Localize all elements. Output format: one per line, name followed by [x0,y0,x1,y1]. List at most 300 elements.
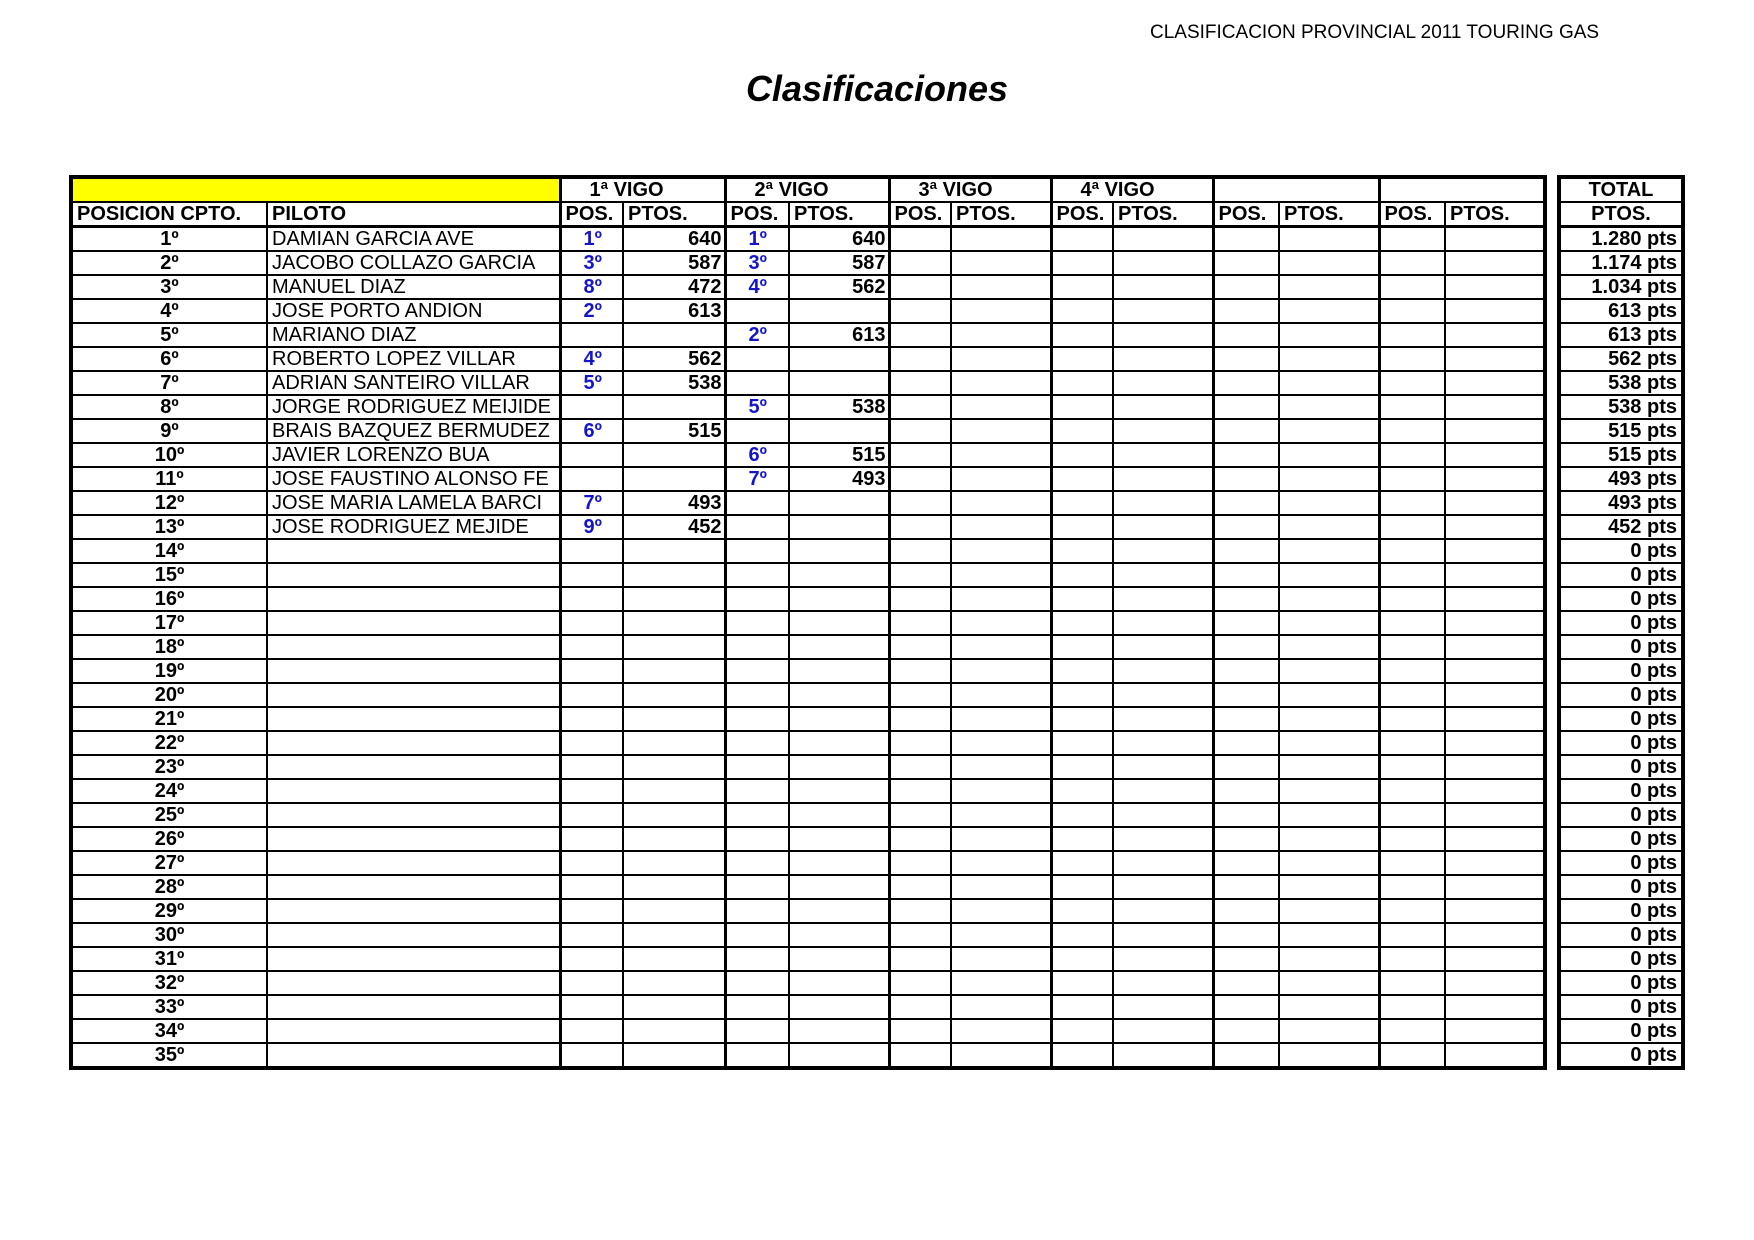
pilot-name-cell [267,803,560,827]
position-cell: 4º [71,299,267,323]
race-pos-cell [725,947,789,971]
race-pts-cell [1113,419,1213,443]
total-cell: 1.280 pts [1559,227,1683,252]
race-pos-cell [1213,323,1279,347]
col-header-pos: POS. [1051,202,1113,227]
race-pos-cell [560,995,623,1019]
total-cell: 515 pts [1559,419,1683,443]
position-cell: 9º [71,419,267,443]
race-pts-cell [1279,923,1379,947]
total-cell: 0 pts [1559,923,1683,947]
total-row [1559,611,1683,635]
race-pos-cell [1051,827,1113,851]
race-pos-cell [1213,515,1279,539]
race-pts-cell [1279,467,1379,491]
total-cell: 0 pts [1559,947,1683,971]
race-pts-cell [623,683,725,707]
race-pos-cell [725,659,789,683]
pilot-name-cell [267,995,560,1019]
pilot-name-cell [267,731,560,755]
race-pts-cell: 613 [789,323,889,347]
total-cell: 0 pts [1559,779,1683,803]
total-row [1559,275,1683,299]
race-pts-cell [789,539,889,563]
race-pos-cell [1213,227,1279,252]
race-pts-cell [1445,299,1545,323]
race-pos-cell [560,683,623,707]
race-pos-cell [889,755,951,779]
race-pts-cell [1113,323,1213,347]
race-pos-cell [1379,611,1445,635]
race-pos-cell [1379,683,1445,707]
pilot-name-cell: JAVIER LORENZO BUA [267,443,560,467]
race-pos-cell [889,443,951,467]
position-cell: 11º [71,467,267,491]
race-pts-cell [951,827,1051,851]
header-banner [71,177,560,202]
race-pos-cell [889,947,951,971]
table-row [71,731,1545,755]
race-pos-cell [1213,755,1279,779]
race-pts-cell [789,923,889,947]
race-pos-cell [725,995,789,1019]
race-pos-cell [725,683,789,707]
race-pos-cell: 3º [560,251,623,275]
race-pts-cell [1113,899,1213,923]
race-pts-cell [1279,731,1379,755]
race-pts-cell [1113,659,1213,683]
race-pts-cell [623,779,725,803]
position-cell: 13º [71,515,267,539]
race-pts-cell [951,1019,1051,1043]
position-cell: 34º [71,1019,267,1043]
race-pos-cell [889,227,951,252]
position-cell: 21º [71,707,267,731]
position-cell: 31º [71,947,267,971]
total-subheader: PTOS. [1559,202,1683,227]
race-pts-cell [789,299,889,323]
race-pts-cell [1445,611,1545,635]
race-pts-cell [1113,611,1213,635]
pilot-name-cell [267,755,560,779]
race-pts-cell [1279,635,1379,659]
pilot-name-cell [267,539,560,563]
race-pos-cell [1051,779,1113,803]
race-pos-cell [889,635,951,659]
col-header-pilot: PILOTO [267,202,560,227]
race-pts-cell [623,587,725,611]
race-pts-cell [1279,827,1379,851]
pilot-name-cell [267,851,560,875]
race-pos-cell [1213,947,1279,971]
race-pts-cell [623,731,725,755]
race-pts-cell [951,899,1051,923]
pilot-name-cell [267,947,560,971]
total-cell: 0 pts [1559,827,1683,851]
race-pos-cell [1051,659,1113,683]
race-pts-cell [623,899,725,923]
race-pts-cell [1279,491,1379,515]
race-pts-cell [789,587,889,611]
total-row [1559,515,1683,539]
total-row [1559,923,1683,947]
race-pts-cell [789,419,889,443]
race-pos-cell [1051,995,1113,1019]
race-pts-cell [951,1043,1051,1068]
race-pts-cell [623,611,725,635]
race-pts-cell [951,707,1051,731]
total-row [1559,563,1683,587]
race-pts-cell [1445,731,1545,755]
race-pos-cell [725,971,789,995]
table-row [71,587,1545,611]
race-pts-cell [951,947,1051,971]
race-pts-cell [623,1019,725,1043]
race-pos-cell [1213,779,1279,803]
table-row [71,563,1545,587]
race-pos-cell [1051,563,1113,587]
race-pos-cell [1379,467,1445,491]
race-pts-cell [1279,347,1379,371]
race-pos-cell [889,659,951,683]
race-header [1379,177,1545,202]
race-pos-cell [1051,707,1113,731]
race-pts-cell [951,275,1051,299]
col-header-pts: PTOS. [623,202,725,227]
total-cell: 0 pts [1559,1019,1683,1043]
race-pos-cell [1379,587,1445,611]
race-pos-cell [1379,323,1445,347]
race-pos-cell [1213,851,1279,875]
col-header-pts: PTOS. [1445,202,1545,227]
race-pos-cell [1379,251,1445,275]
race-pts-cell [951,683,1051,707]
race-pos-cell [1051,275,1113,299]
race-header: 4ª VIGO [1051,177,1213,202]
total-row [1559,419,1683,443]
race-pts-cell [1279,251,1379,275]
race-pos-cell [560,443,623,467]
race-pos-cell [725,851,789,875]
race-pos-cell [889,299,951,323]
race-pts-cell [623,923,725,947]
race-pts-cell [1113,227,1213,252]
race-pts-cell [623,947,725,971]
race-pts-cell [1445,395,1545,419]
race-pts-cell [1445,899,1545,923]
race-pos-cell [889,995,951,1019]
position-cell: 27º [71,851,267,875]
race-pos-cell [725,707,789,731]
race-pos-cell: 4º [560,347,623,371]
race-pts-cell [951,419,1051,443]
pilot-name-cell: JOSE MARIA LAMELA BARCI [267,491,560,515]
col-header-pts: PTOS. [951,202,1051,227]
race-pos-cell [725,731,789,755]
total-cell: 562 pts [1559,347,1683,371]
total-row [1559,467,1683,491]
race-pos-cell [560,923,623,947]
race-pos-cell [889,563,951,587]
race-pts-cell [1279,875,1379,899]
table-row [71,1043,1545,1068]
race-pos-cell [1213,587,1279,611]
race-pts-cell [789,971,889,995]
race-pts-cell [1279,587,1379,611]
race-pos-cell [1213,923,1279,947]
race-pos-cell [560,1043,623,1068]
race-pos-cell [725,803,789,827]
table-row [71,299,1545,323]
race-pts-cell [789,371,889,395]
position-cell: 30º [71,923,267,947]
position-cell: 18º [71,635,267,659]
table-row [71,923,1545,947]
total-row [1559,659,1683,683]
race-pts-cell [1113,803,1213,827]
col-header-pos: POS. [560,202,623,227]
total-cell: 1.174 pts [1559,251,1683,275]
race-pts-cell [1279,995,1379,1019]
race-pts-cell [1113,443,1213,467]
race-pos-cell [889,539,951,563]
race-pts-cell [789,731,889,755]
race-pos-cell [889,587,951,611]
race-pts-cell [1113,755,1213,779]
document-header: CLASIFICACION PROVINCIAL 2011 TOURING GAS [1150,22,1600,43]
race-pos-cell [725,827,789,851]
race-pts-cell [951,659,1051,683]
race-pts-cell [789,1019,889,1043]
race-pos-cell [560,779,623,803]
page-title: Clasificaciones [745,68,1009,109]
table-row [71,683,1545,707]
race-pts-cell [1445,683,1545,707]
race-pos-cell [725,587,789,611]
position-cell: 1º [71,227,267,252]
race-pts-cell [1445,995,1545,1019]
race-pos-cell: 6º [725,443,789,467]
race-pos-cell [1213,899,1279,923]
total-row [1559,827,1683,851]
position-cell: 14º [71,539,267,563]
race-pts-cell [1445,347,1545,371]
race-pos-cell [1379,299,1445,323]
race-pos-cell [1051,947,1113,971]
position-cell: 17º [71,611,267,635]
race-pos-cell [889,851,951,875]
table-row [71,635,1545,659]
race-pos-cell [1051,899,1113,923]
race-pts-cell [623,851,725,875]
race-pos-cell: 3º [725,251,789,275]
total-cell: 0 pts [1559,731,1683,755]
race-pos-cell [889,395,951,419]
race-pos-cell: 5º [725,395,789,419]
race-pts-cell [1279,323,1379,347]
race-pts-cell [1279,755,1379,779]
race-pos-cell [1213,803,1279,827]
race-pts-cell [1279,515,1379,539]
race-pos-cell [1051,347,1113,371]
race-pts-cell [1445,851,1545,875]
race-pts-cell [1279,851,1379,875]
race-pts-cell [1279,563,1379,587]
table-row [71,347,1545,371]
race-pos-cell [1213,539,1279,563]
race-pos-cell [1379,227,1445,252]
total-row [1559,635,1683,659]
table-row [71,971,1545,995]
race-pos-cell: 1º [560,227,623,252]
race-pos-cell [1379,419,1445,443]
race-pts-cell [1113,275,1213,299]
position-cell: 35º [71,1043,267,1068]
race-pts-cell [1445,515,1545,539]
race-pos-cell [889,467,951,491]
race-pos-cell [1051,539,1113,563]
race-pts-cell [951,491,1051,515]
total-row [1559,779,1683,803]
race-pos-cell [1213,443,1279,467]
race-pos-cell [1379,947,1445,971]
position-cell: 20º [71,683,267,707]
race-pts-cell [1113,851,1213,875]
race-pts-cell [1445,1043,1545,1068]
race-pos-cell: 1º [725,227,789,252]
race-pts-cell [1113,779,1213,803]
race-pos-cell [560,731,623,755]
race-pos-cell [1379,827,1445,851]
race-pos-cell [1213,347,1279,371]
race-pts-cell [1279,227,1379,252]
race-pts-cell [1445,635,1545,659]
race-pts-cell [1113,299,1213,323]
total-cell: 0 pts [1559,971,1683,995]
race-pos-cell [889,827,951,851]
race-pos-cell [1051,515,1113,539]
total-cell: 515 pts [1559,443,1683,467]
race-pts-cell: 562 [623,347,725,371]
table-row [71,947,1545,971]
race-pos-cell [889,803,951,827]
race-pts-cell [951,563,1051,587]
race-pts-cell: 452 [623,515,725,539]
race-pts-cell [789,803,889,827]
race-pts-cell [1113,515,1213,539]
race-pos-cell [1379,779,1445,803]
race-pos-cell [560,1019,623,1043]
race-pts-cell: 640 [623,227,725,252]
race-pos-cell [1213,707,1279,731]
race-pos-cell [1379,1019,1445,1043]
race-pts-cell [951,803,1051,827]
table-row [71,467,1545,491]
race-pts-cell [1113,635,1213,659]
race-pos-cell [1379,875,1445,899]
race-pts-cell [623,659,725,683]
race-pts-cell [951,539,1051,563]
race-pos-cell [560,803,623,827]
table-row [71,779,1545,803]
total-header: TOTAL [1559,177,1683,202]
race-pos-cell [889,899,951,923]
position-cell: 22º [71,731,267,755]
race-pos-cell [1051,227,1113,252]
race-pos-cell [725,515,789,539]
table-row [71,1019,1545,1043]
race-pts-cell [1279,1019,1379,1043]
race-pos-cell [1051,683,1113,707]
race-pos-cell [889,611,951,635]
race-pos-cell [560,899,623,923]
race-pos-cell [1213,563,1279,587]
race-pts-cell [1113,371,1213,395]
table-row [71,419,1545,443]
race-pts-cell [951,635,1051,659]
race-header: 1ª VIGO [560,177,725,202]
race-pos-cell [1051,755,1113,779]
race-pts-cell [789,707,889,731]
race-pos-cell: 7º [725,467,789,491]
race-pos-cell [560,947,623,971]
race-pos-cell [889,1043,951,1068]
race-pts-cell [789,635,889,659]
race-pos-cell [1213,635,1279,659]
position-cell: 16º [71,587,267,611]
table-row [71,827,1545,851]
total-cell: 0 pts [1559,635,1683,659]
total-cell: 613 pts [1559,299,1683,323]
race-pts-cell [1113,947,1213,971]
position-cell: 19º [71,659,267,683]
total-cell: 0 pts [1559,851,1683,875]
race-pts-cell: 613 [623,299,725,323]
race-pts-cell [951,227,1051,252]
pilot-name-cell [267,587,560,611]
race-pos-cell [1213,371,1279,395]
position-cell: 33º [71,995,267,1019]
race-pos-cell [560,635,623,659]
race-pts-cell [1279,539,1379,563]
race-pos-cell [725,491,789,515]
race-pts-cell [789,347,889,371]
race-pts-cell [1279,803,1379,827]
race-pts-cell [1445,779,1545,803]
race-pts-cell [1279,443,1379,467]
total-row [1559,755,1683,779]
position-cell: 25º [71,803,267,827]
total-cell: 0 pts [1559,899,1683,923]
total-row [1559,707,1683,731]
race-pos-cell [560,395,623,419]
race-pos-cell [1213,971,1279,995]
race-pos-cell [889,779,951,803]
race-pts-cell [1279,659,1379,683]
table-row [71,443,1545,467]
race-pts-cell [1279,899,1379,923]
total-row [1559,947,1683,971]
race-pts-cell [789,779,889,803]
race-pos-cell [1051,875,1113,899]
race-pts-cell [1279,419,1379,443]
race-pts-cell [1445,467,1545,491]
race-pts-cell [1445,875,1545,899]
pilot-name-cell [267,683,560,707]
total-cell: 0 pts [1559,875,1683,899]
race-pos-cell: 6º [560,419,623,443]
race-pts-cell: 515 [623,419,725,443]
